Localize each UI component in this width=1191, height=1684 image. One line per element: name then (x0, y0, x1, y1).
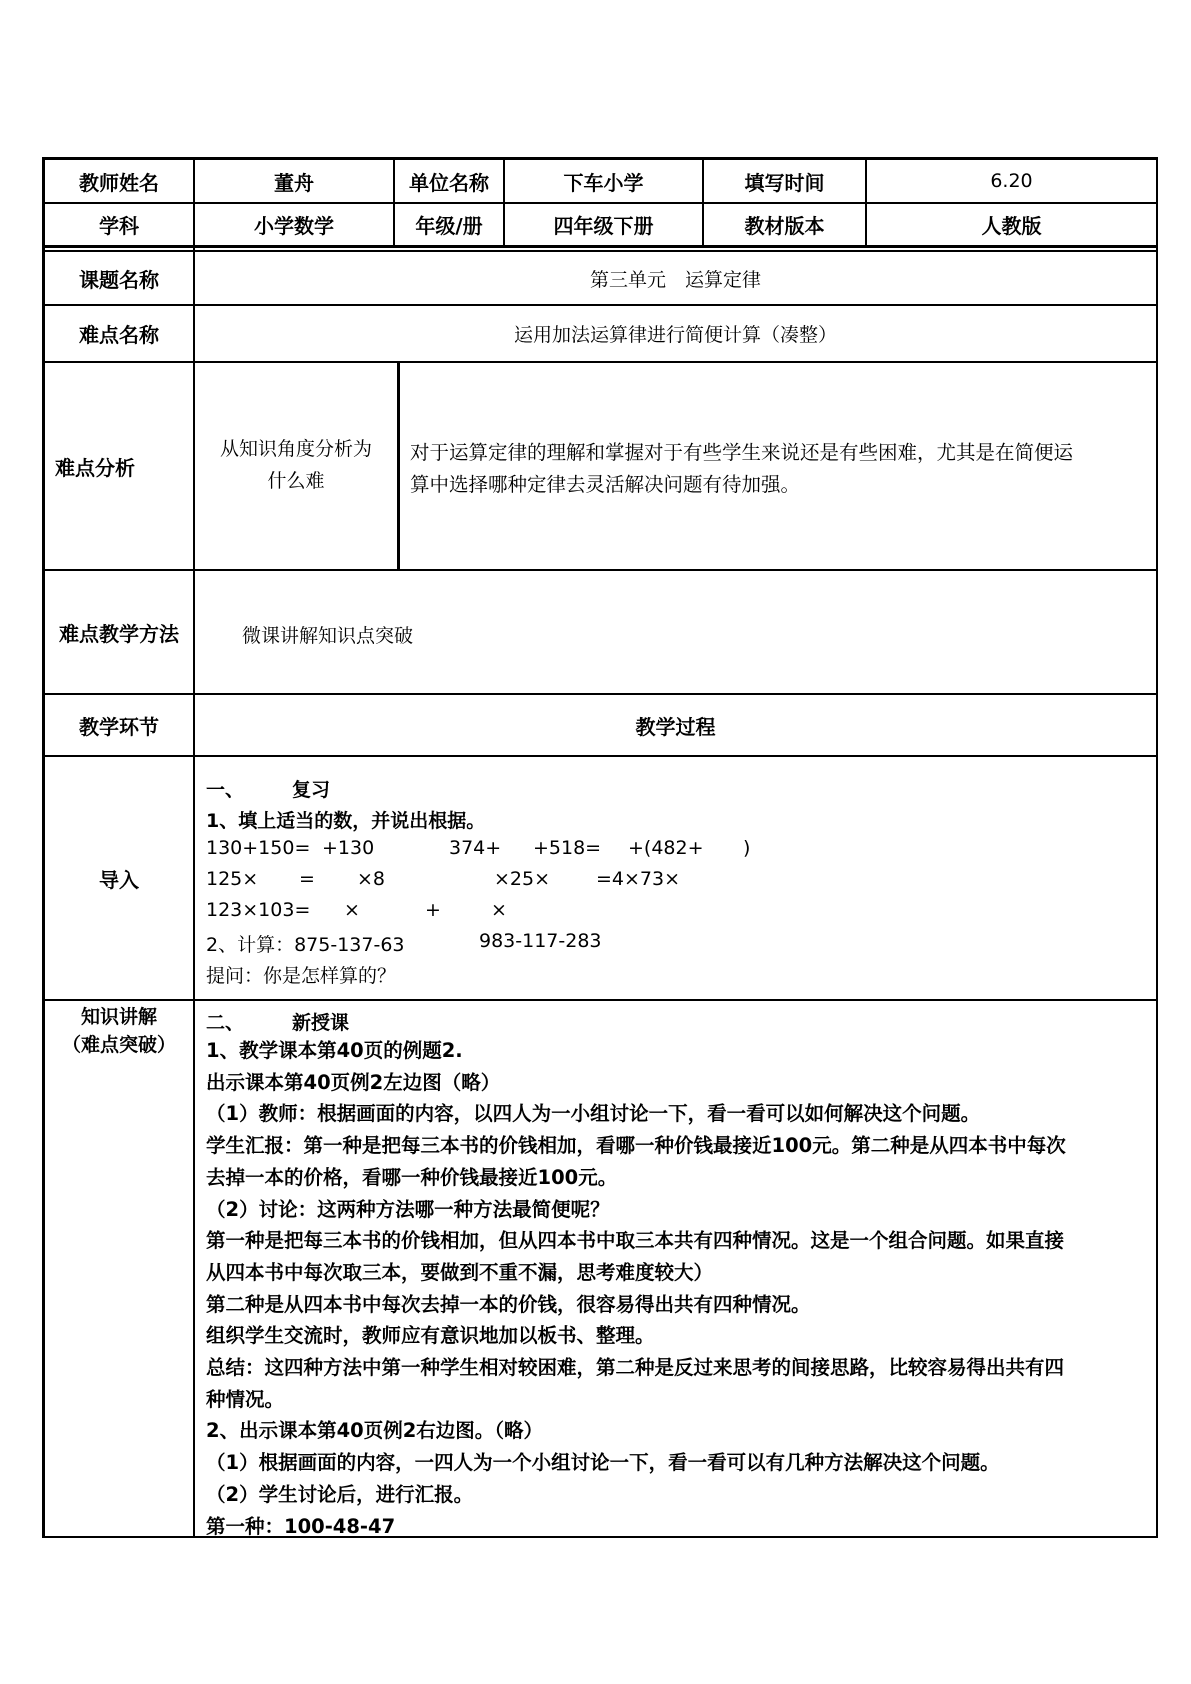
intro-question: 提问：你是怎样算的？ (206, 965, 397, 987)
teacher-name-value: 董舟 (274, 170, 314, 195)
analysis-text-line1: 对于运算定律的理解和掌握对于有些学生来说还是有些困难，尤其是在简便运 (410, 441, 1074, 464)
knowledge-line-3: （1）教师：根据画面的内容，以四人为一小组讨论一下，看一看可以如何解决这个问题。 (206, 1102, 981, 1126)
teacher-name-label: 教师姓名 (79, 170, 159, 195)
process-stage-label: 教学环节 (79, 714, 159, 739)
analysis-text (410, 437, 1073, 500)
knowledge-line-2: 出示课本第40页例2左边图（略） (206, 1070, 501, 1094)
topic-label: 课题名称 (79, 267, 159, 292)
intro-r1f: ) (743, 837, 751, 859)
knowledge-heading-num: 二、 (206, 1012, 245, 1034)
intro-label: 导入 (99, 867, 139, 892)
edition-label: 教材版本 (744, 214, 825, 238)
knowledge-line-8: 从四本书中每次取三本，要做到不重不漏，思考难度较大） (206, 1260, 714, 1284)
method-label: 难点教学方法 (59, 621, 179, 646)
knowledge-line-12: 种情况。 (206, 1387, 285, 1411)
intro-r1e: +(482+ (628, 837, 704, 859)
analysis-sub-label-line1: 从知识角度分析为 (219, 438, 372, 460)
table-line-h8 (42, 755, 1158, 757)
intro-r3a: 123×103= (206, 899, 311, 921)
table-line-v1 (193, 158, 195, 1538)
knowledge-line-5: 去掉一本的价格，看哪一种价钱最接近100元。 (206, 1165, 618, 1189)
intro-item1: 1、填上适当的数，并说出根据。 (206, 810, 486, 832)
table-line-h2 (42, 245, 1158, 248)
knowledge-line-1: 1、教学课本第40页的例题2. (206, 1039, 463, 1062)
intro-r2c: ×8 (357, 868, 386, 890)
intro-heading-num: 一、 (206, 779, 245, 801)
knowledge-body (206, 1035, 1066, 1542)
topic-value: 第三单元 运算定律 (589, 268, 761, 291)
knowledge-line-16: 第一种：100-48-47 (206, 1514, 396, 1538)
knowledge-line-13: 2、出示课本第40页例2右边图。（略） (206, 1419, 544, 1443)
difficulty-value: 运用加法运算律进行简便计算（凑整） (513, 324, 837, 346)
method-value: 微课讲解知识点突破 (242, 625, 414, 647)
analysis-label: 难点分析 (55, 455, 135, 480)
intro-r3c: + (425, 899, 441, 921)
fill-date-label: 填写时间 (744, 170, 825, 195)
knowledge-label-line2: （难点突破） (61, 1034, 176, 1056)
knowledge-line-6: （2）讨论：这两种方法哪一种方法最简便呢？ (206, 1197, 610, 1221)
intro-r2a: 125× (206, 868, 259, 890)
fill-date-value: 6.20 (990, 170, 1033, 192)
subject-value: 小学数学 (254, 214, 334, 238)
intro-r2e: =4×73× (596, 868, 681, 890)
process-label: 教学过程 (635, 714, 716, 739)
intro-r3b: × (344, 899, 360, 921)
table-line-h6 (42, 569, 1158, 571)
knowledge-line-4: 学生汇报：第一种是把每三本书的价钱相加，看哪一种价钱最接近100元。第二种是从四本书中每次 (206, 1134, 1066, 1158)
analysis-sub-label (195, 430, 397, 500)
intro-r2b: = (299, 868, 315, 890)
difficulty-label: 难点名称 (79, 323, 159, 347)
knowledge-label (45, 1003, 193, 1063)
intro-r2d: ×25× (494, 868, 551, 890)
knowledge-line-11: 总结：这四种方法中第一种学生相对较困难，第二种是反过来思考的间接思路，比较容易得出共有四 (206, 1356, 1065, 1380)
unit-name-value: 下车小学 (563, 170, 644, 195)
intro-r1d: +518= (533, 837, 602, 859)
knowledge-line-7: 第一种是把每三本书的价钱相加，但从四本书中取三本共有四种情况。这是一个组合问题。如果直接 (206, 1229, 1065, 1253)
intro-r3d: × (491, 899, 507, 921)
edition-value: 人教版 (981, 214, 1042, 238)
intro-item2a: 2、计算：875-137-63 (206, 934, 405, 956)
grade-label: 年级/册 (415, 214, 483, 238)
subject-label: 学科 (99, 214, 139, 238)
unit-name-label: 单位名称 (409, 170, 489, 195)
intro-r1a: 130+150= (206, 837, 311, 859)
knowledge-line-9: 第二种是从四本书中每次去掉一本的价钱，很容易得出共有四种情况。 (206, 1292, 811, 1316)
knowledge-heading-text: 新授课 (292, 1012, 350, 1034)
knowledge-label-line1: 知识讲解 (80, 1006, 157, 1028)
knowledge-line-14: （1）根据画面的内容，一四人为一个小组讨论一下，看一看可以有几种方法解决这个问题。 (206, 1451, 1000, 1475)
intro-item2b: 983-117-283 (479, 930, 602, 952)
knowledge-line-10: 组织学生交流时，教师应有意识地加以板书、整理。 (206, 1324, 655, 1348)
intro-r1c: 374+ (449, 837, 502, 859)
table-border-right (1156, 158, 1158, 1538)
intro-heading-text: 复习 (292, 779, 331, 801)
analysis-text-line2: 算中选择哪种定律去灵活解决问题有待加强。 (410, 472, 801, 496)
table-line-h5 (42, 361, 1158, 363)
table-line-h9 (42, 999, 1158, 1001)
analysis-sub-label-line2: 什么难 (267, 470, 325, 492)
knowledge-line-15: （2）学生讨论后，进行汇报。 (206, 1482, 474, 1506)
table-line-v-analysis (397, 362, 400, 570)
grade-value: 四年级下册 (553, 214, 654, 238)
intro-r1b: +130 (322, 837, 375, 859)
